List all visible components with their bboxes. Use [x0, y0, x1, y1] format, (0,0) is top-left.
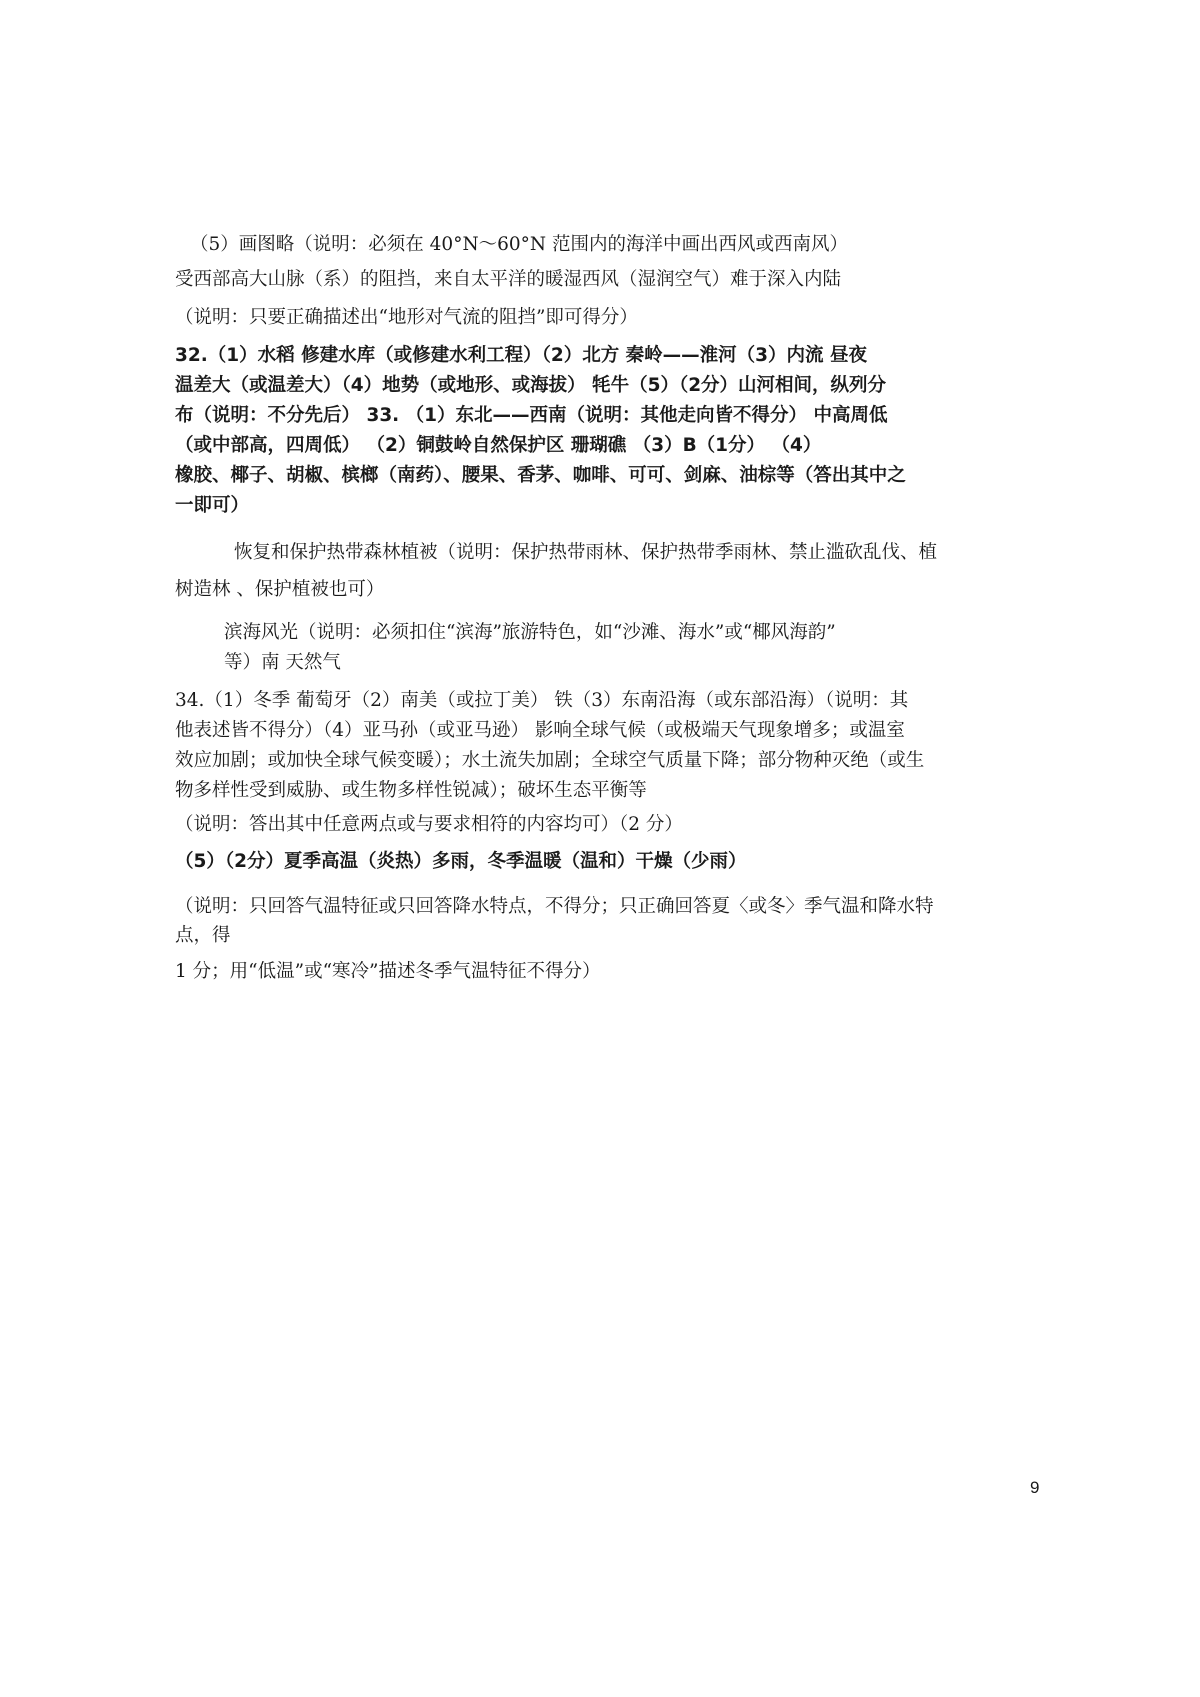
line-21: 点，得: [175, 925, 231, 946]
line-3: （说明：只要正确描述出“地形对气流的阻挡”即可得分）: [175, 307, 638, 328]
line-14: 34.（1）冬季 葡萄牙（2）南美（或拉丁美） 铁（3）东南沿海（或东部沿海）（说明：其: [175, 690, 909, 711]
line-20: （说明：只回答气温特征或只回答降水特点，不得分；只正确回答夏〈或冬〉季气温和降水特: [175, 896, 934, 917]
line-11: 树造林 、保护植被也可）: [175, 579, 385, 600]
line-19: （5）（2分）夏季高温（炎热）多雨，冬季温暖（温和）干燥（少雨）: [175, 851, 747, 872]
line-16: 效应加剧；或加快全球气候变暖）；水土流失加剧；全球空气质量下降；部分物种灭绝（或生: [175, 750, 925, 771]
line-13: 等）南 天然气: [224, 652, 341, 673]
line-18: （说明：答出其中任意两点或与要求相符的内容均可）（2 分）: [175, 814, 683, 835]
line-22: 1 分；用“低温”或“寒冷”描述冬季气温特征不得分）: [175, 961, 601, 982]
line-17: 物多样性受到威胁、或生物多样性锐减）；破坏生态平衡等: [175, 780, 647, 801]
line-15: 他表述皆不得分）（4）亚马孙（或亚马逊） 影响全球气候（或极端天气现象增多；或温室: [175, 720, 905, 741]
line-5: 温差大（或温差大）（4）地势（或地形、或海拔） 牦牛（5）（2分）山河相间，纵列分: [175, 375, 887, 396]
line-6: 布（说明：不分先后） 33. （1）东北——西南（说明：其他走向皆不得分） 中高周低: [175, 405, 888, 426]
line-4: 32.（1）水稻 修建水库（或修建水利工程）（2）北方 秦岭——淮河（3）内流 昼夜: [175, 345, 867, 366]
line-2: 受西部高大山脉（系）的阻挡，来自太平洋的暖湿西风（湿润空气）难于深入内陆: [175, 269, 842, 290]
page-number: 9: [1030, 1478, 1040, 1497]
line-7: （或中部高，四周低） （2）铜鼓岭自然保护区 珊瑚礁 （3）B（1分） （4）: [175, 435, 822, 456]
line-8: 橡胶、椰子、胡椒、槟榔（南药）、腰果、香茅、咖啡、可可、剑麻、油棕等（答出其中之: [175, 465, 906, 486]
line-9: 一即可）: [175, 495, 250, 516]
line-10: 恢复和保护热带森林植被（说明：保护热带雨林、保护热带季雨林、禁止滥砍乱伐、植: [234, 542, 938, 563]
line-12: 滨海风光（说明：必须扣住“滨海”旅游特色，如“沙滩、海水”或“椰风海韵”: [224, 622, 836, 643]
line-1: （5）画图略（说明：必须在 40°N～60°N 范围内的海洋中画出西风或西南风）: [190, 234, 848, 255]
